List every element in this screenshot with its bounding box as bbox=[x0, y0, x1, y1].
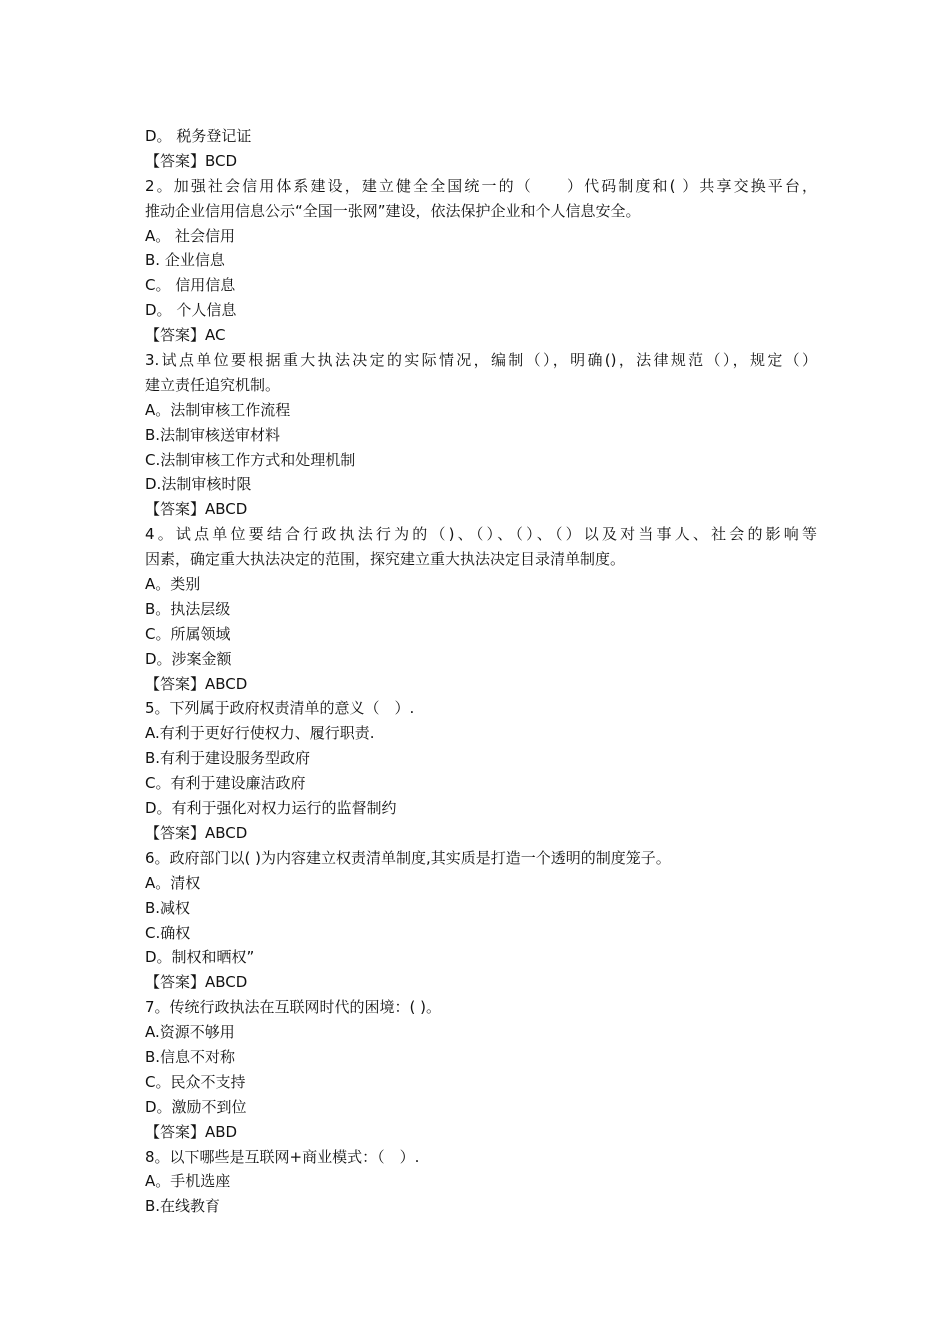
option-line: C.确权 bbox=[145, 923, 191, 942]
option-line: D。 税务登记证 bbox=[145, 127, 252, 145]
option-line: B.有利于建设服务型政府 bbox=[145, 749, 311, 768]
option-line: C。 信用信息 bbox=[145, 276, 236, 295]
option-line: D。涉案金额 bbox=[145, 649, 232, 668]
option-line: A。 社会信用 bbox=[145, 226, 236, 245]
option-line: B.减权 bbox=[145, 898, 191, 917]
question-line: 6。政府部门以( )为内容建立权责清单制度,其实质是打造一个透明的制度笼子。 bbox=[145, 848, 671, 867]
option-line: D。激励不到位 bbox=[145, 1097, 247, 1116]
answer-line: 【答案】BCD bbox=[145, 151, 238, 170]
question-line: 7。传统行政执法在互联网时代的困境：( )。 bbox=[145, 998, 442, 1017]
option-line: D.法制审核时限 bbox=[145, 475, 252, 494]
option-line: C。所属领域 bbox=[145, 624, 231, 643]
answer-line: 【答案】ABD bbox=[145, 1122, 238, 1141]
option-line: B.法制审核送审材料 bbox=[145, 425, 281, 444]
option-line: A。手机选座 bbox=[145, 1172, 231, 1191]
option-line: A。清权 bbox=[145, 873, 201, 892]
option-line: C。民众不支持 bbox=[145, 1072, 246, 1091]
question-line: 2。加强社会信用体系建设，建立健全全国统一的（ ）代码制度和( ）共享交换平台， bbox=[145, 176, 817, 195]
option-line: A.资源不够用 bbox=[145, 1023, 235, 1042]
answer-line: 【答案】ABCD bbox=[145, 674, 248, 693]
question-line: 8。以下哪些是互联网+商业模式：（ ）. bbox=[145, 1147, 420, 1166]
question-line-cont: 因素，确定重大执法决定的范围，探究建立重大执法决定目录清单制度。 bbox=[145, 550, 626, 569]
option-line: C.法制审核工作方式和处理机制 bbox=[145, 450, 356, 469]
question-line-cont: 建立责任追究机制。 bbox=[145, 375, 281, 394]
answer-line: 【答案】AC bbox=[145, 326, 226, 345]
answer-line: 【答案】ABCD bbox=[145, 823, 248, 842]
option-line: A。法制审核工作流程 bbox=[145, 400, 291, 419]
question-line: 4。试点单位要结合行政执法行为的（)、（）、（）、（）以及对当事人、社会的影响等 bbox=[145, 525, 817, 544]
answer-line: 【答案】ABCD bbox=[145, 500, 248, 519]
option-line: B.信息不对称 bbox=[145, 1047, 236, 1066]
option-line: B。执法层级 bbox=[145, 599, 231, 618]
option-line: A.有利于更好行使权力、履行职责. bbox=[145, 724, 375, 743]
option-line: A。类别 bbox=[145, 575, 201, 594]
option-line: B. 企业信息 bbox=[145, 251, 225, 270]
question-line-cont: 推动企业信用信息公示“全国一张网”建设，依法保护企业和个人信息安全。 bbox=[145, 201, 641, 220]
document-page bbox=[145, 124, 817, 1219]
option-line: C。有利于建设廉洁政府 bbox=[145, 774, 306, 793]
option-line: B.在线教育 bbox=[145, 1197, 221, 1216]
answer-line: 【答案】ABCD bbox=[145, 973, 248, 992]
option-line: D。有利于强化对权力运行的监督制约 bbox=[145, 799, 397, 818]
option-line: D。制权和晒权” bbox=[145, 948, 255, 967]
question-line: 3.试点单位要根据重大执法决定的实际情况，编制（），明确()，法律规范（），规定（） bbox=[145, 351, 817, 370]
question-line: 5。下列属于政府权责清单的意义（ ）. bbox=[145, 699, 415, 718]
option-line: D。 个人信息 bbox=[145, 301, 237, 320]
